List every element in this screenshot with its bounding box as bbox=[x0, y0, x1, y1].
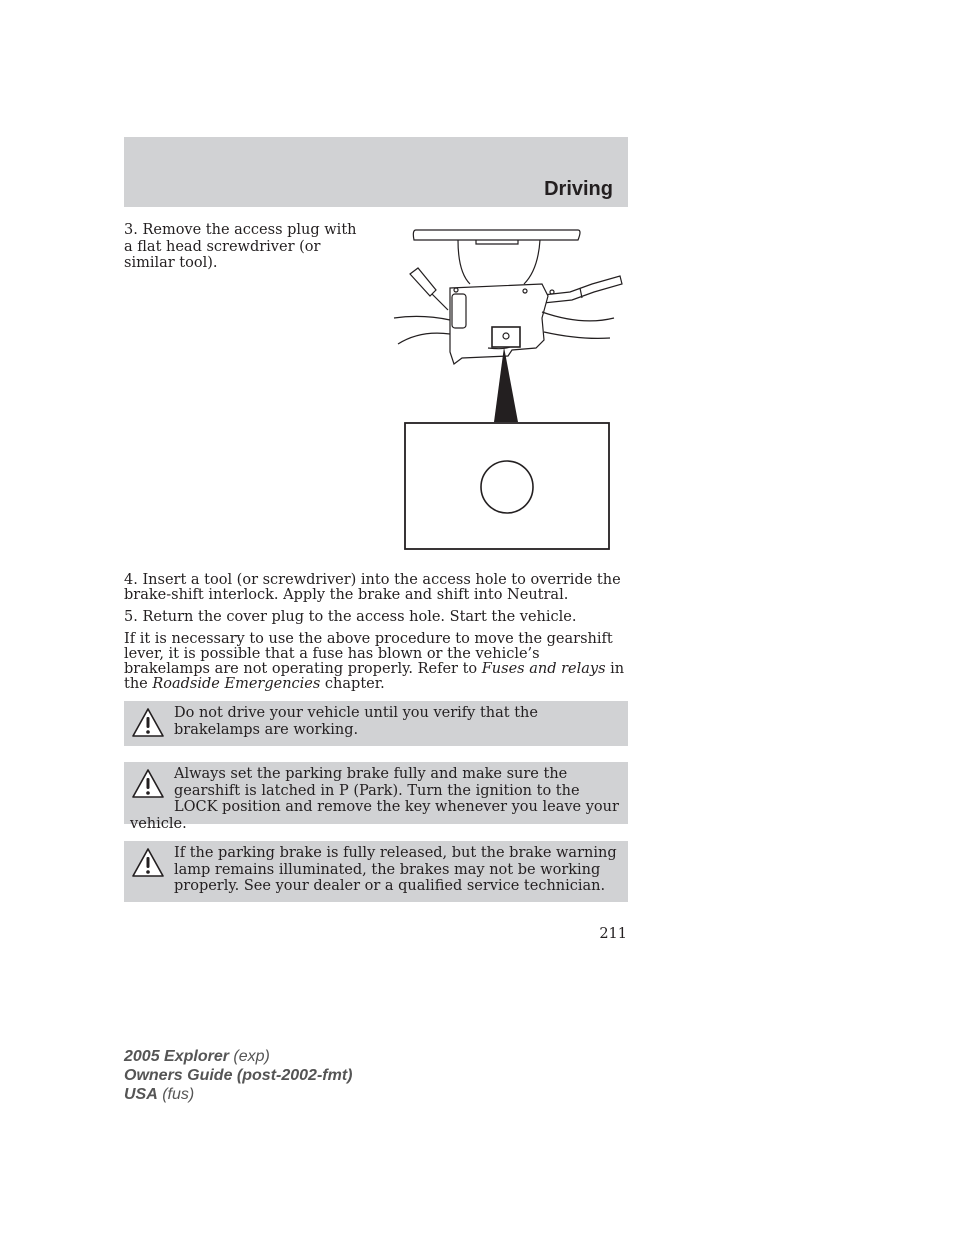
body-text bbox=[124, 573, 628, 699]
warning-triangle-icon bbox=[131, 706, 165, 740]
footer-model-code: (exp) bbox=[228, 1048, 270, 1065]
warning-box bbox=[124, 841, 628, 902]
step-3-text: 3. Remove the access plug with a flat head screwdriver (or similar tool). bbox=[124, 222, 357, 271]
warning-box bbox=[124, 762, 628, 832]
footer-line-1 bbox=[124, 1047, 352, 1066]
note-text-2: in the bbox=[124, 661, 625, 692]
document-footer bbox=[124, 1047, 352, 1104]
footer-guide: Owners Guide (post-2002-fmt) bbox=[124, 1067, 353, 1084]
footer-line-3 bbox=[124, 1085, 352, 1104]
footer-market: USA bbox=[124, 1086, 158, 1103]
roadside-emergencies-reference: Roadside Emergencies bbox=[152, 676, 321, 692]
section-header bbox=[124, 137, 628, 207]
step-4-text: 4. Insert a tool (or screwdriver) into the access hole to override the brake-shift interlock. Apply the brake and shift into Neutral. bbox=[124, 572, 621, 603]
fuses-and-relays-reference: Fuses and relays bbox=[481, 661, 606, 677]
warning-triangle-icon bbox=[131, 767, 165, 801]
steering-column-access-plug-illustration bbox=[392, 222, 624, 554]
warning-box bbox=[124, 701, 628, 746]
footer-model: 2005 Explorer bbox=[124, 1048, 229, 1065]
footer-market-code: (fus) bbox=[157, 1086, 195, 1103]
warning-triangle-icon bbox=[131, 846, 165, 880]
warning-text: Always set the parking brake fully and make sure the gearshift is latched in P (Park). Turn the ignition to the LOCK position and remove the key whenever you leave your vehicle. bbox=[130, 766, 619, 832]
footer-line-2 bbox=[124, 1066, 352, 1085]
page-number: 211 bbox=[599, 926, 627, 942]
section-title: Driving bbox=[544, 178, 613, 200]
warning-text: Do not drive your vehicle until you verify that the brakelamps are working. bbox=[174, 705, 538, 738]
step-5-text: 5. Return the cover plug to the access hole. Start the vehicle. bbox=[124, 609, 577, 625]
note-paragraph bbox=[124, 632, 628, 692]
warning-text: If the parking brake is fully released, but the brake warning lamp remains illuminated, the brakes may not be working properly. See your dealer or a qualified service technician. bbox=[174, 845, 617, 894]
note-text-1: If it is necessary to use the above procedure to move the gearshift lever, it is possible that a fuse has blown or the vehicle’s brakelamps are not operating properly. Refer to bbox=[124, 631, 613, 677]
note-text-3: chapter. bbox=[320, 676, 385, 692]
